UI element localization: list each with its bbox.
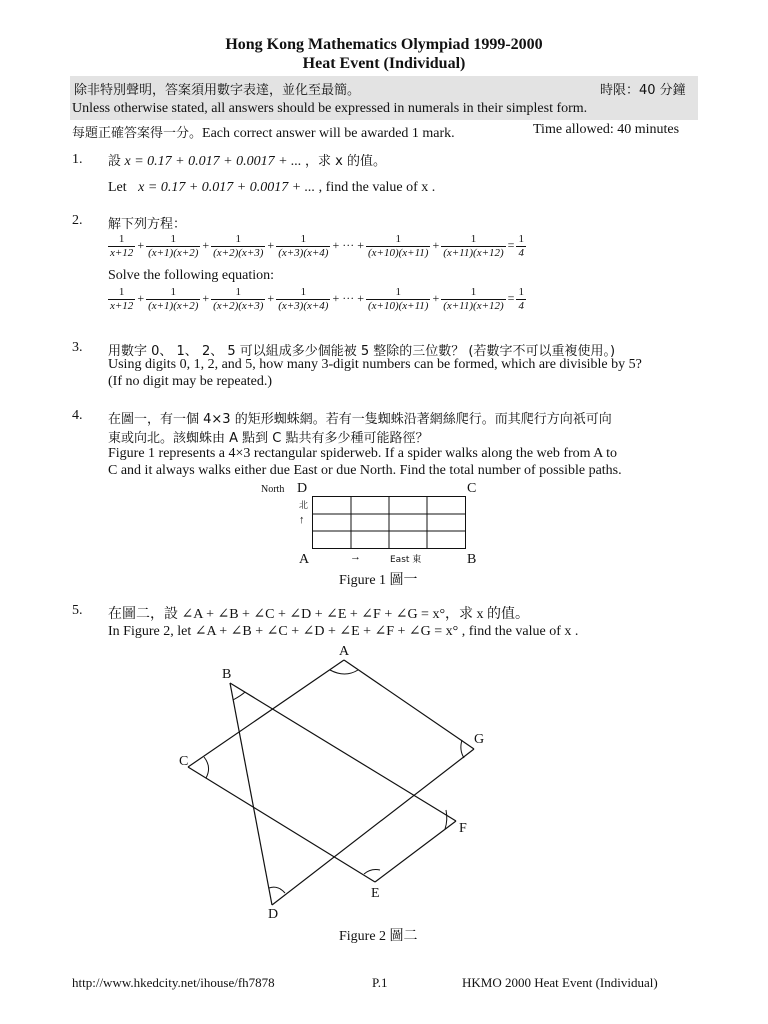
q2-eq2-term-1-denominator: x+12 <box>110 300 134 312</box>
q2-eq1-term-2-numerator: 1 <box>170 233 176 245</box>
q2-eq2-plus: + <box>267 291 275 306</box>
q4-zh-line2: 東或向北。該蜘蛛由 A 點到 C 點共有多少種可能路徑？ <box>108 431 429 446</box>
q1-number: 1. <box>72 152 83 167</box>
fig2-line-a-c <box>188 660 344 767</box>
q2-eq2-plus: + <box>202 291 210 306</box>
q2-eq1-term-3-numerator: 1 <box>235 233 242 245</box>
q2-eq2-term-6-numerator: 1 <box>470 286 477 298</box>
q2-eq1-term-6-numerator: 1 <box>470 233 477 245</box>
q2-eq1-term-2-denominator: (x+1)(x+2) <box>148 247 199 259</box>
q2-eq2-term-3-numerator: 1 <box>235 286 242 298</box>
footer-url[interactable]: http://www.hkedcity.net/ihouse/fh7878 <box>72 975 275 990</box>
fig2-label-g: G <box>474 732 485 747</box>
fig2-arc-f <box>445 810 447 829</box>
fig2-line-f-e <box>375 821 456 882</box>
q1-zh-suffix: ，求 x 的值。 <box>305 154 386 169</box>
instruction-zh: 除非特別聲明，答案須用數字表達，並化至最簡。 <box>74 83 361 98</box>
q2-eq2-plus: + <box>432 291 440 306</box>
q5-number: 5. <box>72 603 83 618</box>
q3-en-line1: Using digits 0, 1, 2, and 5, how many 3-digit numbers can be formed, which are divisible by 5? <box>108 357 642 372</box>
fig2-label-a: A <box>339 644 350 659</box>
fig2-label-f: F <box>459 821 467 836</box>
fig2-caption: Figure 2 圖二 <box>339 929 418 944</box>
q2-eq2-term-4-denominator: (x+3)(x+4) <box>278 300 329 312</box>
fig2-label-b: B <box>222 667 232 682</box>
q2-eq1-term-1-numerator: 1 <box>118 233 125 245</box>
fig2-arc-e <box>364 870 380 875</box>
q1-expression-zh: x = 0.17 + 0.017 + 0.0017 + ... <box>124 154 302 169</box>
q2-eq1-plus: + <box>432 238 440 253</box>
fig1-label-d: D <box>297 481 308 496</box>
q2-eq1-term-4-numerator: 1 <box>300 233 307 245</box>
q2-eq2-term-6-denominator: (x+11)(x+12) <box>443 300 504 312</box>
q2-eq1-rhs-numerator: 1 <box>518 233 524 245</box>
q2-eq2-rhs-denominator: 4 <box>518 300 524 312</box>
page-subtitle: Heat Event (Individual) <box>302 55 466 72</box>
q2-eq1-term-6-denominator: (x+11)(x+12) <box>443 247 504 259</box>
fig2-arc-b <box>233 692 245 700</box>
fig2-label-c: C <box>179 754 189 769</box>
q2-eq2-rhs-numerator: 1 <box>518 286 524 298</box>
q4-zh-line1: 在圖一，有一個 4×3 的矩形蜘蛛網。若有一隻蜘蛛沿著網絲爬行。而其爬行方向祇可向 <box>108 412 612 427</box>
fig2-line-g-d <box>272 749 474 905</box>
q2-zh: 解下列方程： <box>108 217 187 232</box>
fig1-caption: Figure 1 圖一 <box>339 573 418 588</box>
mark-en: Each correct answer will be awarded 1 mark. <box>202 126 455 141</box>
q3-number: 3. <box>72 340 83 355</box>
time-zh: 時限：40 分鐘 <box>600 83 686 98</box>
mark-zh: 每題正確答案得一分。 <box>72 126 203 141</box>
q2-eq1-equals: = <box>507 238 515 253</box>
fig1-label-a: A <box>299 552 310 567</box>
fig2-angle-arcs <box>204 670 464 893</box>
fig2-arc-d <box>269 887 285 893</box>
q4-number: 4. <box>72 408 83 423</box>
fig2-arc-c <box>204 757 209 778</box>
q2-eq1-ellipsis: + ··· + <box>332 238 364 253</box>
footer-page-number: P.1 <box>372 975 388 990</box>
q2-eq1-term-5-denominator: (x+10)(x+11) <box>367 247 429 259</box>
q5-en: In Figure 2, let ∠A + ∠B + ∠C + ∠D + ∠E + ∠F + ∠G = x° , find the value of x . <box>108 624 579 639</box>
q2-eq1-term-4-denominator: (x+3)(x+4) <box>278 247 329 259</box>
q2-eq2-ellipsis: + ··· + <box>332 291 364 306</box>
q2-eq2-equals: = <box>507 291 515 306</box>
q3-en-line2: (If no digit may be repeated.) <box>108 374 273 389</box>
q1-zh-prefix: 設 <box>108 154 122 169</box>
q4-en-line1: Figure 1 represents a 4×3 rectangular spiderweb. If a spider walks along the web from A to <box>108 446 618 461</box>
fig2-line-b-f <box>230 683 456 821</box>
q2-eq1-term-3-denominator: (x+2)(x+3) <box>213 247 264 259</box>
q2-eq2-term-5-numerator: 1 <box>395 286 401 298</box>
fig2-arc-g <box>461 740 464 758</box>
q2-eq1-term-5-numerator: 1 <box>395 233 401 245</box>
q2-eq2-plus: + <box>137 291 145 306</box>
q2-number: 2. <box>72 213 83 228</box>
q1-en-suffix: , find the value of x . <box>318 180 436 195</box>
fig2-line-c-e <box>188 767 375 882</box>
q2-eq2-term-5-denominator: (x+10)(x+11) <box>367 300 429 312</box>
q2-eq2-term-3-denominator: (x+2)(x+3) <box>213 300 264 312</box>
q2-eq1-rhs-denominator: 4 <box>518 247 524 259</box>
fig1-label-b: B <box>467 552 477 567</box>
instruction-en: Unless otherwise stated, all answers should be expressed in numerals in their simplest form. <box>72 101 588 116</box>
fig1-east-arrow-icon: → <box>350 551 361 563</box>
q2-eq2-term-2-denominator: (x+1)(x+2) <box>148 300 199 312</box>
q2-eq2-term-1-numerator: 1 <box>118 286 125 298</box>
fig2-label-d: D <box>268 907 279 922</box>
q5-zh: 在圖二，設 ∠A + ∠B + ∠C + ∠D + ∠E + ∠F + ∠G = x°，求 x 的值。 <box>108 607 530 622</box>
fig1-north-arrow-icon: ↑ <box>299 514 305 526</box>
fig2-line-a-g <box>344 660 474 749</box>
time-en: Time allowed: 40 minutes <box>533 122 680 137</box>
fig1-label-c: C <box>467 481 477 496</box>
fig2-label-e: E <box>371 886 380 901</box>
page-title: Hong Kong Mathematics Olympiad 1999-2000 <box>225 36 543 53</box>
q3-zh: 用數字 0、 1、 2、 5 可以組成多少個能被 5 整除的三位數？ (若數字不可以重複使用。) <box>108 344 616 359</box>
q1-expression-en: x = 0.17 + 0.017 + 0.0017 + ... <box>138 180 316 195</box>
q2-eq2-term-2-numerator: 1 <box>170 286 176 298</box>
fig2-lines <box>188 660 474 905</box>
fig1-north-zh: 北 <box>299 501 309 511</box>
q2-eq1-plus: + <box>202 238 210 253</box>
q2-eq1-plus: + <box>137 238 145 253</box>
q4-en-line2: C and it always walks either due East or due North. Find the total number of possible paths. <box>108 463 622 478</box>
q2-eq1-plus: + <box>267 238 275 253</box>
q2-eq1-term-1-denominator: x+12 <box>110 247 134 259</box>
q2-eq2-term-4-numerator: 1 <box>300 286 307 298</box>
fig2-arc-a <box>330 670 358 674</box>
fig2-line-b-d <box>230 683 272 905</box>
footer-event-name: HKMO 2000 Heat Event (Individual) <box>462 975 658 990</box>
q1-en-prefix: Let <box>108 180 127 195</box>
fig1-north-label: North <box>261 484 285 495</box>
fig1-east-label: East 東 <box>390 555 422 565</box>
q2-en: Solve the following equation: <box>108 268 275 283</box>
